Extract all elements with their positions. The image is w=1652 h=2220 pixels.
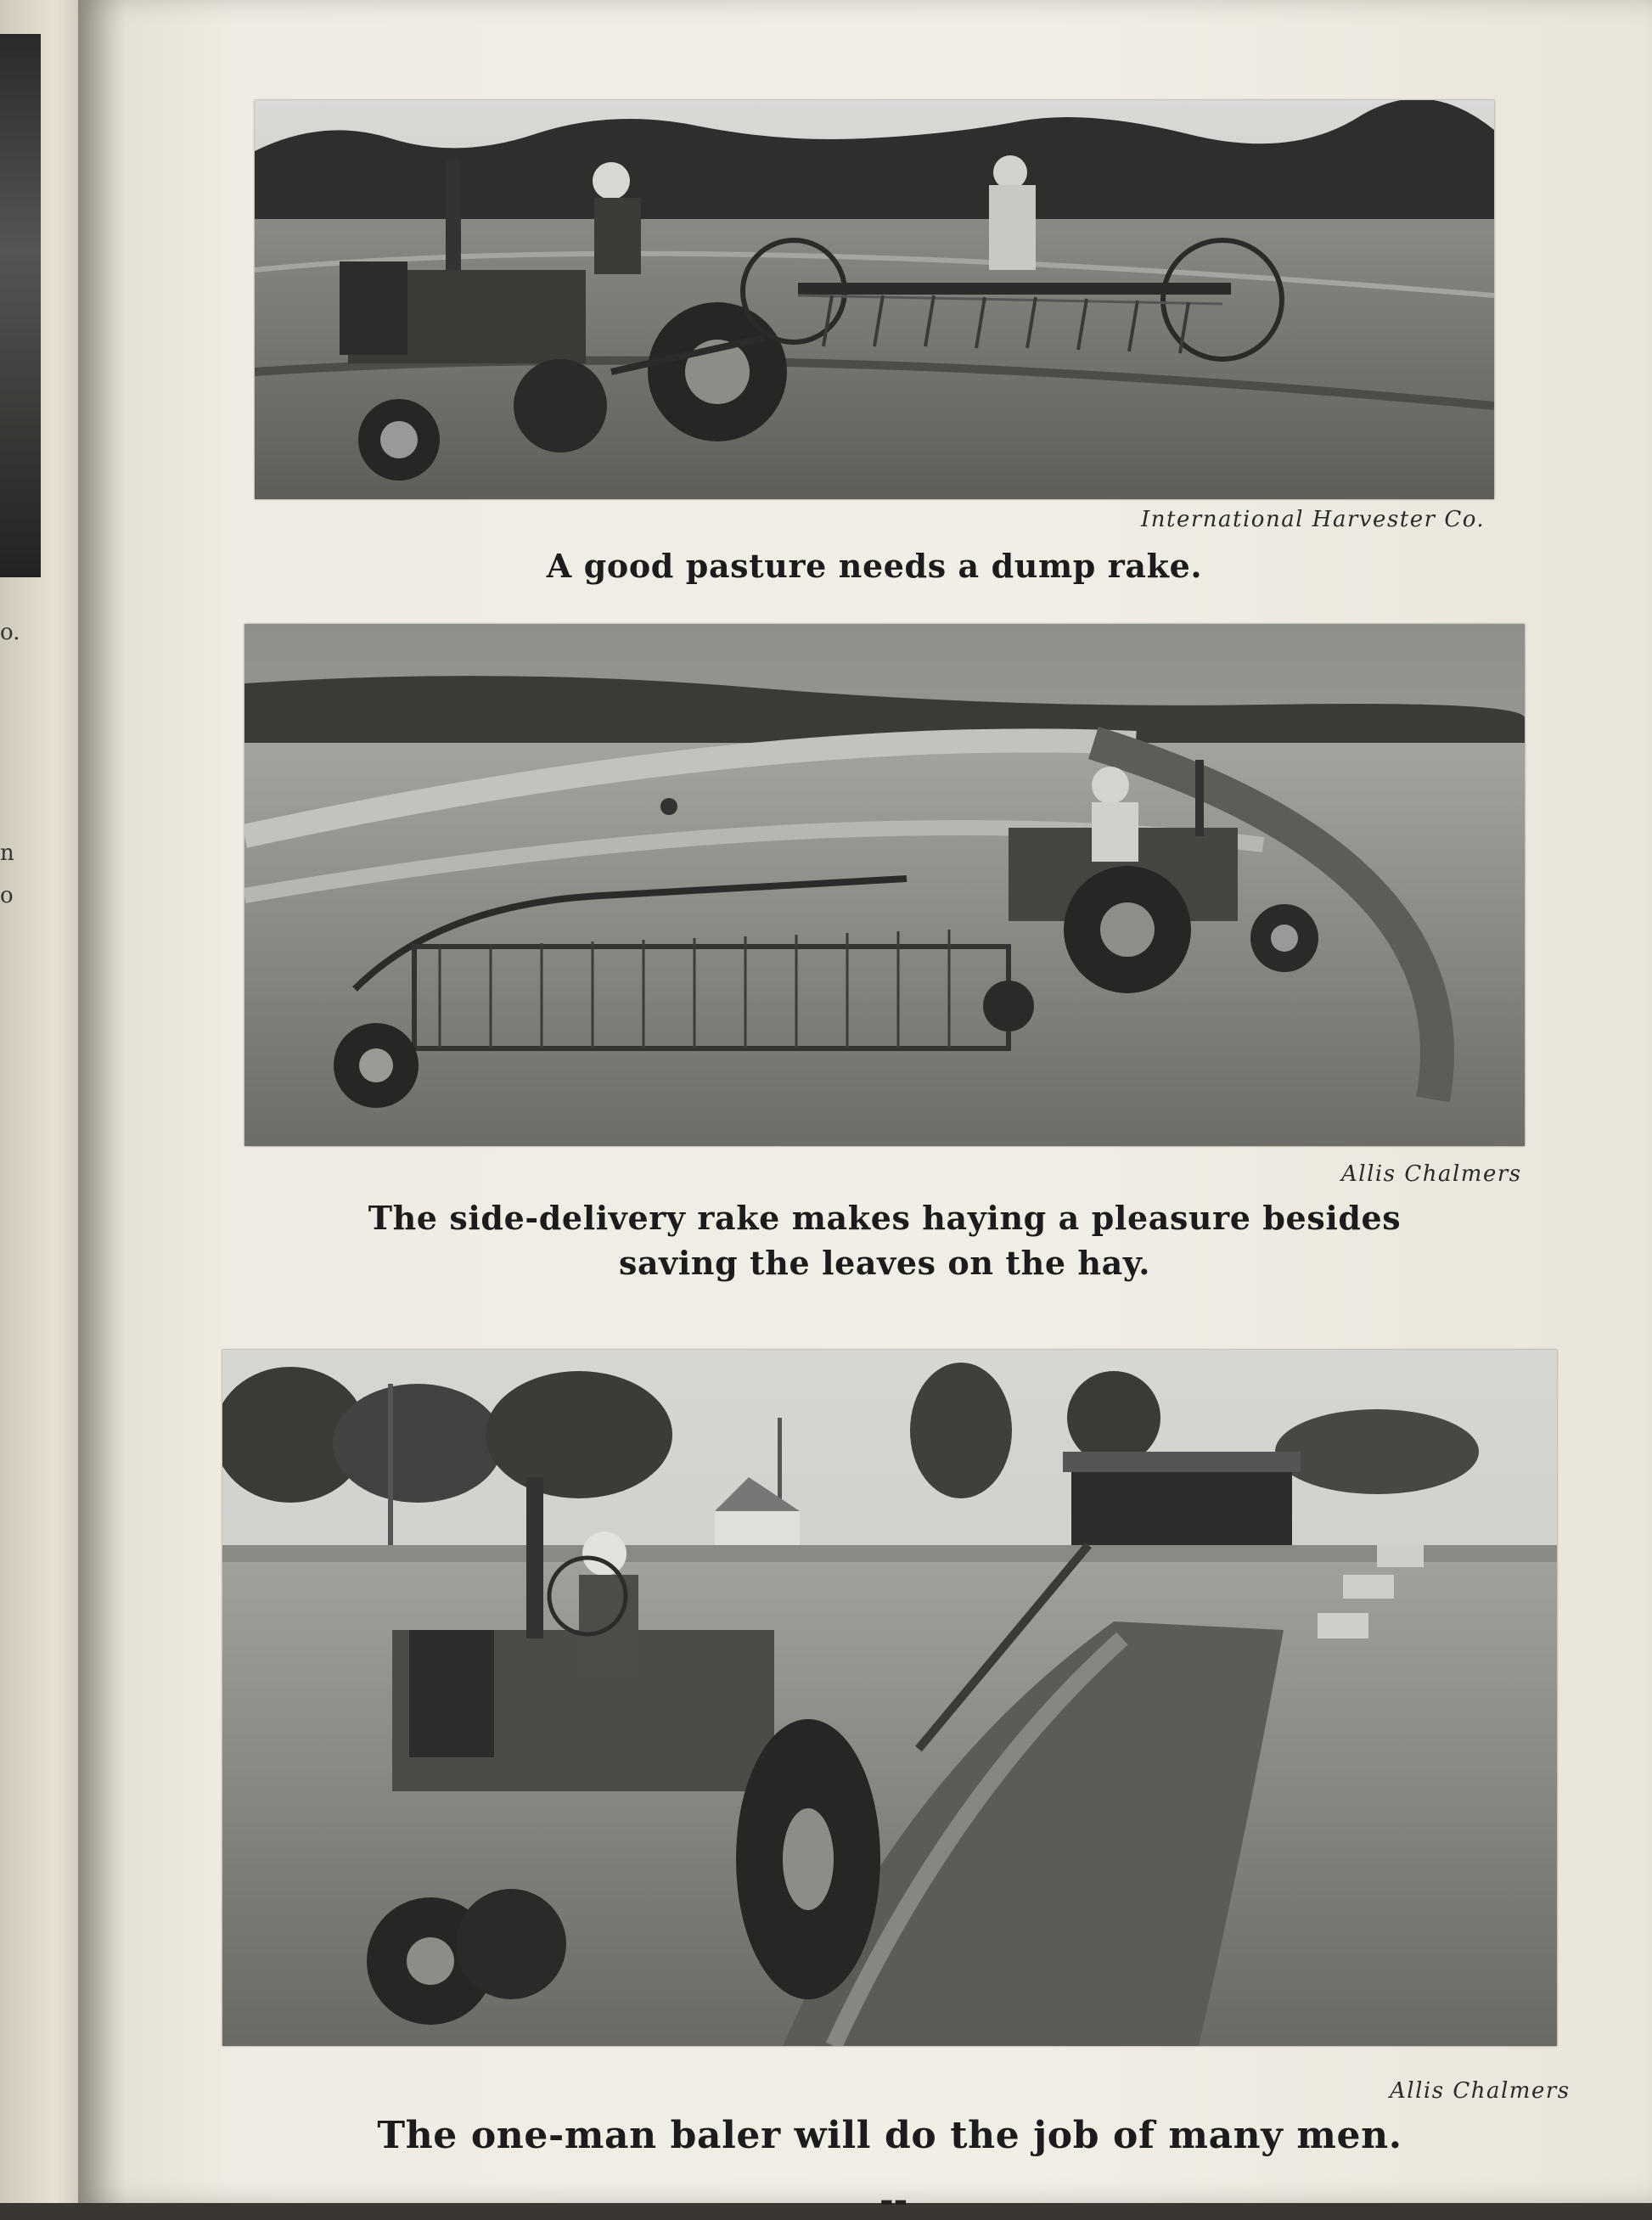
photo-credit: Allis Chalmers <box>1390 2078 1571 2104</box>
photo-one-man-baler <box>222 1350 1557 2046</box>
photo-caption: The one-man baler will do the job of many men. <box>377 2114 1402 2157</box>
facing-page-text-fragment: n <box>0 840 14 866</box>
photo-caption-line: The side-delivery rake makes haying a pleasure besides <box>368 1199 1402 1237</box>
photo-credit: Allis Chalmers <box>1341 1161 1522 1187</box>
book-page <box>78 0 1652 2220</box>
facing-page-text-fragment: o <box>0 883 14 908</box>
facing-page-photo-edge <box>0 34 41 577</box>
photo-credit: International Harvester Co. <box>1141 507 1486 532</box>
photo-dump-rake-image <box>255 100 1494 499</box>
photo-caption: A good pasture needs a dump rake. <box>546 547 1203 585</box>
facing-page-text-fragment: o. <box>0 620 20 645</box>
photo-side-delivery-rake-image <box>244 624 1525 1146</box>
photo-caption-line: saving the leaves on the hay. <box>618 1244 1151 1283</box>
photo-caption <box>244 1195 1525 1285</box>
page-number: -- <box>879 2180 908 2220</box>
photo-dump-rake <box>255 100 1494 499</box>
photo-side-delivery-rake <box>244 624 1525 1146</box>
photo-one-man-baler-image <box>222 1350 1557 2046</box>
